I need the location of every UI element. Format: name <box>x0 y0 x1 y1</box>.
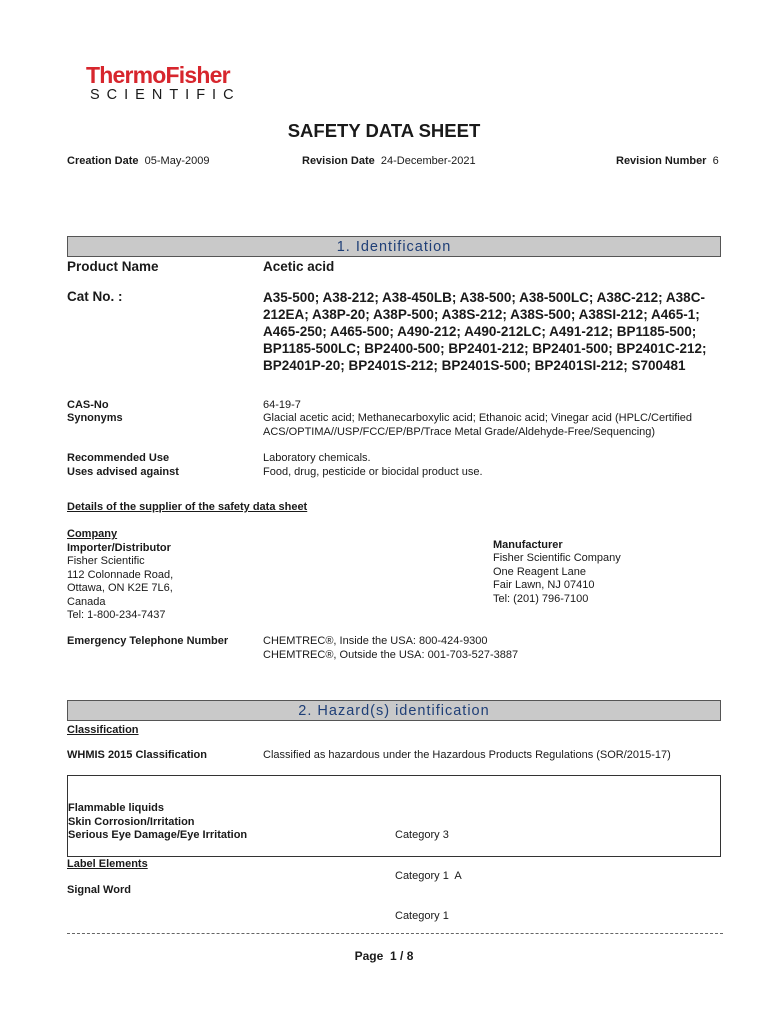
cat-no-value: A35-500; A38-212; A38-450LB; A38-500; A38-500LC; A38C-212; A38C-212EA; A38P-20; A38P-500; A38S-212; A38S-500; A38SI-212; A465-1; A465-250; A465-500; A490-212; A490-212LC; A491-212; BP1185-500; BP1185-500LC; BP2400-500; BP2401-212; BP2401-500; BP2401C-212; BP2401P-20; BP2401S-212; BP2401S-500; BP2401SI-212; S700481 <box>263 290 707 373</box>
section-2-header: 2. Hazard(s) identification <box>67 700 721 721</box>
product-name-label: Product Name <box>67 259 159 274</box>
company-label: Company <box>67 528 118 540</box>
importer-line: Canada <box>67 595 106 608</box>
recommended-use-value: Laboratory chemicals. <box>263 452 371 464</box>
manufacturer-address <box>493 552 621 606</box>
hazard-category: Category 1 A <box>395 869 462 882</box>
recommended-use-label: Recommended Use <box>67 452 170 464</box>
revision-number <box>616 155 719 167</box>
hazard-categories <box>395 802 462 937</box>
whmis-label: WHMIS 2015 Classification <box>67 749 207 761</box>
footer-divider <box>67 933 723 934</box>
manufacturer-line: Fisher Scientific Company <box>493 552 621 564</box>
importer-line: Tel: 1-800-234-7437 <box>67 609 166 621</box>
whmis-value: Classified as hazardous under the Hazardous Products Regulations (SOR/2015-17) <box>263 749 671 761</box>
label-elements-heading: Label Elements <box>67 858 148 870</box>
emergency-label: Emergency Telephone Number <box>67 635 229 647</box>
document-title: SAFETY DATA SHEET <box>287 120 481 141</box>
emergency-line: CHEMTREC®, Inside the USA: 800-424-9300 <box>263 635 488 647</box>
emergency-line: CHEMTREC®, Outside the USA: 001-703-527-3887 <box>263 648 519 661</box>
importer-address <box>67 555 173 623</box>
creation-date <box>67 155 209 167</box>
classification-heading: Classification <box>67 724 139 736</box>
cat-no-label: Cat No. : <box>67 289 123 304</box>
importer-line: 112 Colonnade Road, <box>67 568 174 581</box>
hazard-names <box>68 802 247 843</box>
revision-number-value: 6 <box>712 155 719 167</box>
supplier-heading: Details of the supplier of the safety data sheet <box>67 501 308 513</box>
importer-line: Fisher Scientific <box>67 555 145 567</box>
uses-advised-against-label: Uses advised against <box>67 466 179 478</box>
importer-label: Importer/Distributor <box>67 542 171 554</box>
manufacturer-line: Tel: (201) 796-7100 <box>493 592 589 605</box>
revision-date-value: 24-December-2021 <box>380 155 476 167</box>
manufacturer-line: One Reagent Lane <box>493 565 586 578</box>
manufacturer-line: Fair Lawn, NJ 07410 <box>493 579 595 591</box>
page-label: Page <box>354 949 384 963</box>
emergency-numbers <box>263 635 518 662</box>
hazard-name: Serious Eye Damage/Eye Irritation <box>68 829 248 841</box>
hazard-name: Skin Corrosion/Irritation <box>68 815 195 828</box>
uses-advised-against-value: Food, drug, pesticide or biocidal product use. <box>263 466 483 478</box>
product-name-value: Acetic acid <box>263 259 335 274</box>
logo-subtitle: SCIENTIFIC <box>90 87 241 103</box>
hazard-category: Category 3 <box>395 829 449 841</box>
synonyms-label: Synonyms <box>67 412 123 424</box>
page-current: 1 <box>389 949 397 963</box>
cas-value: 64-19-7 <box>263 399 301 411</box>
synonyms-value: Glacial acetic acid; Methanecarboxylic acid; Ethanoic acid; Vinegar acid (HPLC/Certified ACS/OPTIMA//USP/FCC/EP/BP/Trace Metal Grade/Aldehyde-Free/Sequencing) <box>263 412 693 438</box>
creation-date-label: Creation Date <box>67 155 139 167</box>
signal-word-label: Signal Word <box>67 884 131 896</box>
revision-date <box>302 155 476 167</box>
logo-wordmark: ThermoFisher <box>86 62 230 88</box>
page-indicator: Page 1 / 8 <box>354 949 414 963</box>
hazard-name: Flammable liquids <box>68 802 164 814</box>
page-total: 8 <box>406 949 414 963</box>
manufacturer-label: Manufacturer <box>493 539 563 551</box>
cas-label: CAS-No <box>67 399 109 411</box>
importer-line: Ottawa, ON K2E 7L6, <box>67 582 173 594</box>
revision-date-label: Revision Date <box>302 155 375 167</box>
creation-date-value: 05-May-2009 <box>144 155 210 167</box>
hazard-category: Category 1 <box>395 910 449 922</box>
section-1-header: 1. Identification <box>67 236 721 257</box>
revision-number-label: Revision Number <box>616 155 707 167</box>
